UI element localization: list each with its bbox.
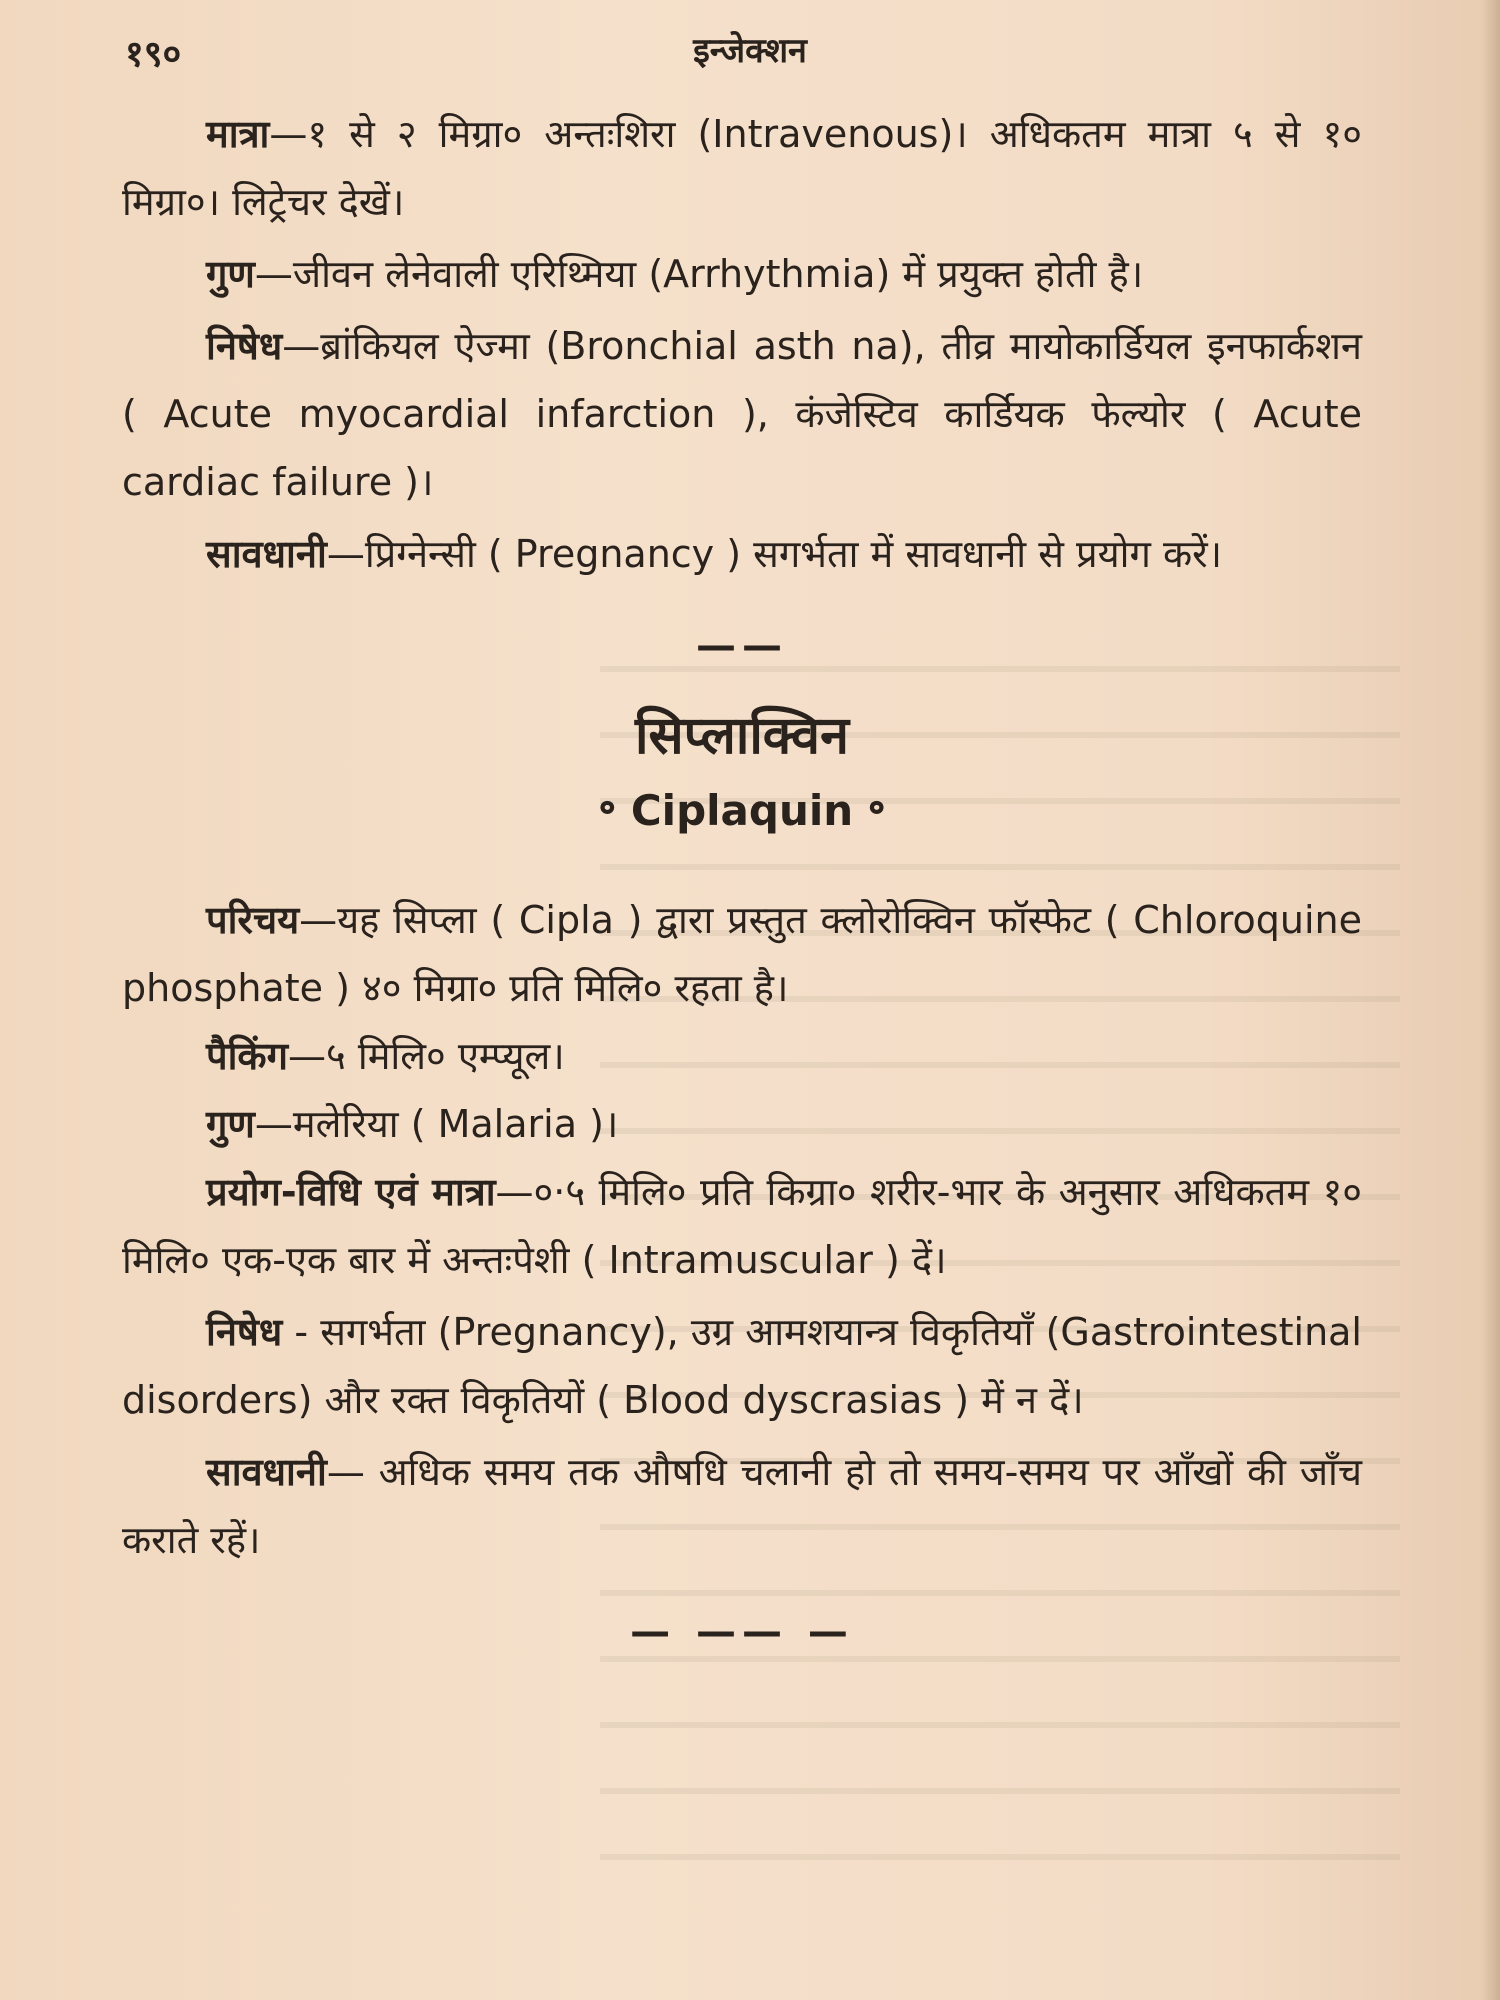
running-head: इन्जेक्शन [693,31,807,71]
ciplaquin-contraindication-text: - सगर्भता (Pregnancy), उग्र आमशयान्त्र विकृतियाँ (Gastrointestinal disorders) और रक्त विकृतियों ( Blood dyscrasias ) में न दें। [122,1310,1362,1422]
page-number: १९० [125,34,182,75]
dose-label: मात्रा [206,112,270,156]
contraindication-paragraph [122,312,1362,516]
ciplaquin-caution-text: — अधिक समय तक औषधि चलानी हो तो समय-समय पर आँखों की जाँच कराते रहें। [122,1450,1362,1562]
usage-paragraph [122,1158,1362,1294]
contraindication-text: —ब्रांकियल ऐज्मा (Bronchial asth na), तीव्र मायोकार्डियल इनफार्कशन ( Acute myocardial infarction ), कंजेस्टिव कार्डियक फेल्योर ( Acute cardiac failure )। [122,324,1362,504]
ciplaquin-caution-paragraph [122,1438,1362,1574]
page-header [0,22,1500,82]
end-divider: — —— — [630,1609,854,1655]
ciplaquin-properties-paragraph [122,1090,1362,1158]
drug-subtitle: ॰ Ciplaquin ॰ [598,786,886,835]
intro-label: परिचय [206,898,300,942]
packing-paragraph [122,1022,1362,1090]
drug-title: सिप्लाक्विन [635,706,849,766]
caution-label: सावधानी [206,532,327,576]
dose-paragraph [122,100,1362,236]
usage-label: प्रयोग-विधि एवं मात्रा [206,1170,496,1214]
packing-label: पैकिंग [206,1034,289,1078]
usage-text: —०·५ मिलि० प्रति किग्रा० शरीर-भार के अनुसार अधिकतम १० मिलि० एक-एक बार में अन्तःपेशी ( Intramuscular ) दें। [122,1170,1362,1282]
properties-label: गुण [206,252,255,296]
caution-paragraph [122,520,1362,588]
caution-text: —प्रिग्नेन्सी ( Pregnancy ) सगर्भता में सावधानी से प्रयोग करें। [326,532,1223,576]
section-divider: —— [696,623,788,669]
properties-text: —जीवन लेनेवाली एरिथ्मिया (Arrhythmia) में प्रयुक्त होती है। [254,252,1144,296]
ciplaquin-contraindication-label: निषेध [206,1310,283,1354]
page-edge-shadow [1482,0,1500,2000]
contraindication-label: निषेध [206,324,283,368]
ciplaquin-properties-text: —मलेरिया ( Malaria )। [254,1102,619,1146]
properties-paragraph [122,240,1362,308]
ciplaquin-properties-label: गुण [206,1102,255,1146]
ciplaquin-contraindication-paragraph [122,1298,1362,1434]
intro-text: —यह सिप्ला ( Cipla ) द्वारा प्रस्तुत क्लोरोक्विन फॉस्फेट ( Chloroquine phosphate ) ४० मिग्रा० प्रति मिलि० रहता है। [122,898,1362,1010]
ciplaquin-caution-label: सावधानी [206,1450,327,1494]
packing-text: —५ मिलि० एम्प्यूल। [288,1034,565,1078]
page-content [122,100,1362,1682]
intro-paragraph [122,886,1362,1022]
dose-text: —१ से २ मिग्रा० अन्तःशिरा (Intravenous)। अधिकतम मात्रा ५ से १० मिग्रा०। लिट्रेचर देखें। [122,112,1362,224]
